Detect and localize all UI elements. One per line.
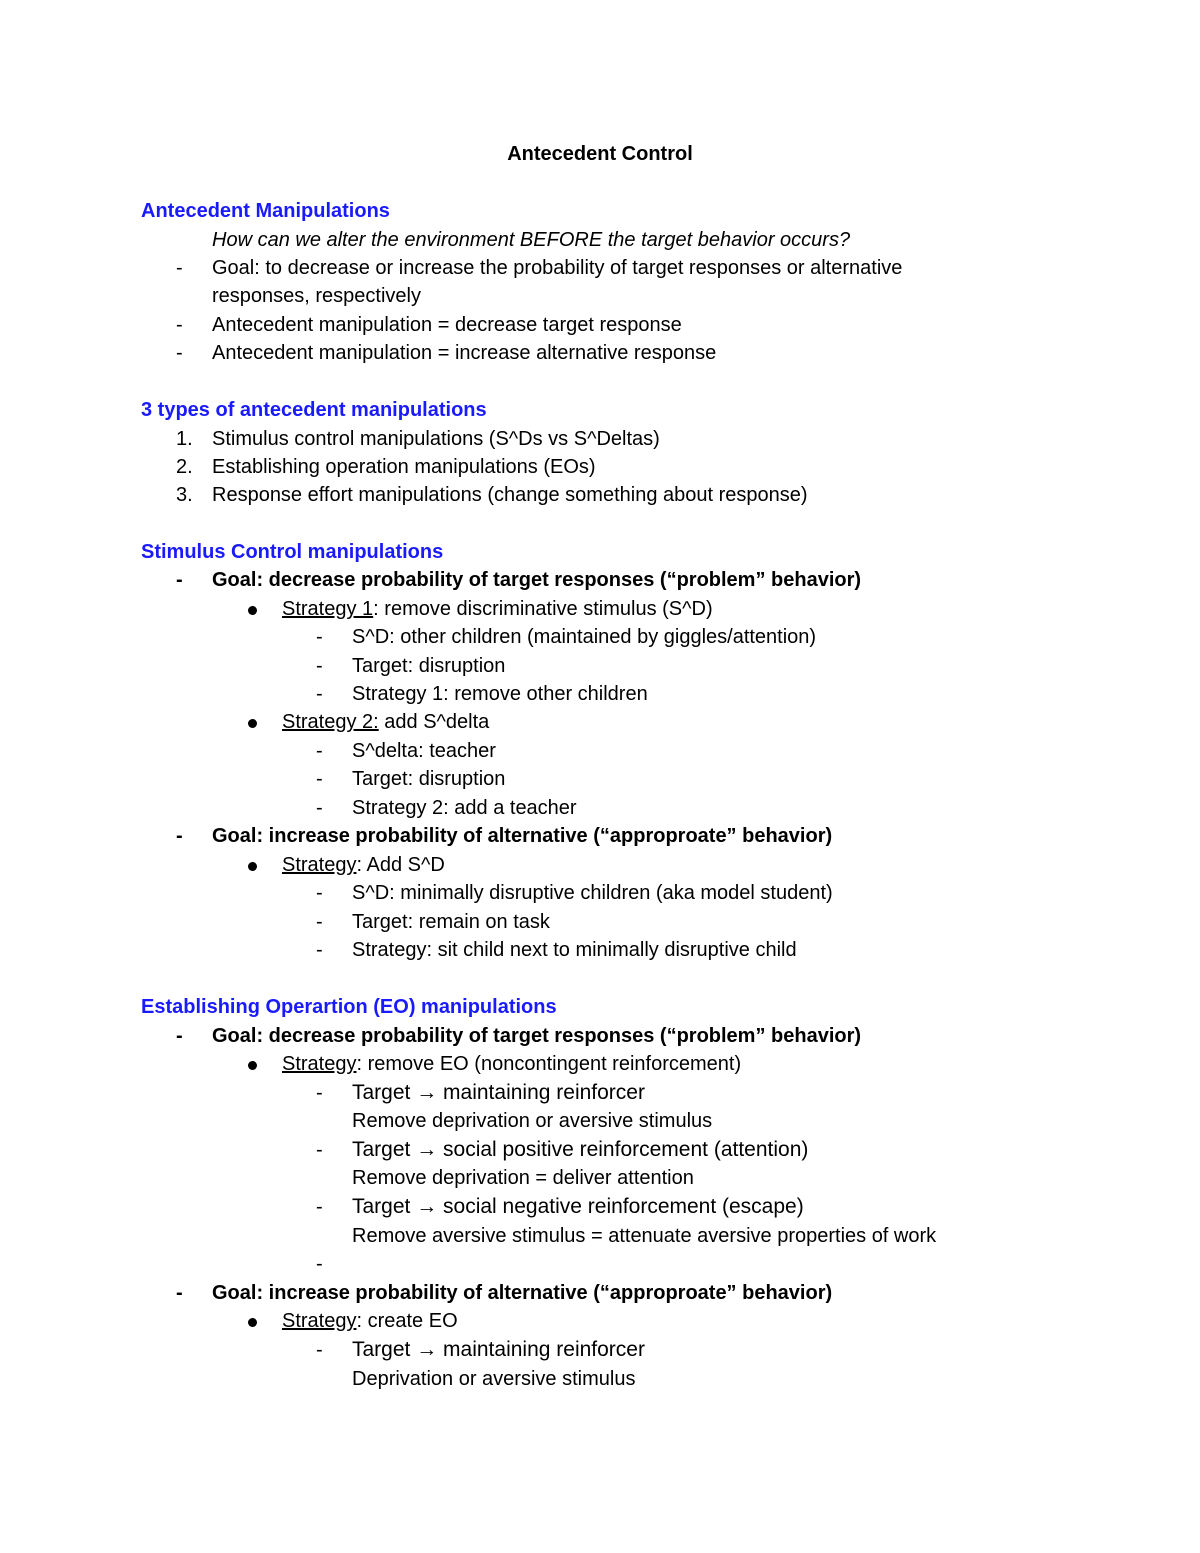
goal-item: Goal: decrease probability of target responses (“problem” behavior) — [212, 1025, 862, 1047]
dash-marker: - — [176, 1282, 183, 1304]
dash-marker: - — [176, 314, 183, 336]
dash-marker: - — [316, 1196, 323, 1218]
sub-item: Target → maintaining reinforcer — [352, 1338, 645, 1361]
strategy-label: Strategy 2: — [282, 711, 379, 733]
sub-item-detail: Remove aversive stimulus = attenuate aversive properties of work — [352, 1225, 937, 1247]
dash-marker: - — [316, 768, 323, 790]
page-title: Antecedent Control — [507, 143, 693, 165]
sub-item-detail: Remove deprivation or aversive stimulus — [352, 1110, 713, 1132]
sub-item: S^D: minimally disruptive children (aka model student) — [352, 882, 833, 904]
goal-item: Goal: decrease probability of target responses (“problem” behavior) — [212, 569, 862, 591]
sub-item: Target → maintaining reinforcer — [352, 1081, 645, 1104]
strategy-text: : remove EO (noncontingent reinforcement) — [356, 1053, 742, 1075]
dash-marker: - — [176, 569, 183, 591]
strategy-line — [282, 710, 489, 734]
list-number: 2. — [176, 456, 193, 478]
list-item-continuation: responses, respectively — [212, 285, 421, 307]
sub-item: Strategy 2: add a teacher — [352, 797, 577, 819]
dash-marker: - — [316, 939, 323, 961]
list-item: Stimulus control manipulations (S^Ds vs S^Deltas) — [212, 428, 660, 450]
dash-marker: - — [316, 1339, 323, 1361]
strategy-label: Strategy — [282, 854, 357, 876]
sub-item: Target: disruption — [352, 768, 506, 790]
dash-marker: - — [316, 683, 323, 705]
strategy-label: Strategy 1 — [282, 598, 374, 620]
list-item: Goal: to decrease or increase the probability of target responses or alternative — [212, 257, 903, 279]
bullet-icon — [248, 719, 257, 728]
dash-marker: - — [316, 740, 323, 762]
dash-marker: - — [316, 1253, 323, 1275]
strategy-line — [282, 1309, 458, 1333]
sub-item: S^D: other children (maintained by giggles/attention) — [352, 626, 817, 648]
sub-item: Target: disruption — [352, 655, 506, 677]
dash-marker: - — [316, 797, 323, 819]
sub-item-detail: Remove deprivation = deliver attention — [352, 1167, 694, 1189]
strategy-text: : create EO — [356, 1310, 458, 1332]
sub-item: S^delta: teacher — [352, 740, 496, 762]
dash-marker: - — [316, 626, 323, 648]
list-number: 1. — [176, 428, 193, 450]
dash-marker: - — [176, 1025, 183, 1047]
strategy-text: add S^delta — [378, 711, 490, 733]
bullet-icon — [248, 1318, 257, 1327]
goal-item: Goal: increase probability of alternative (“approproate” behavior) — [212, 1282, 833, 1304]
sub-item-detail: Deprivation or aversive stimulus — [352, 1368, 636, 1390]
section-question: How can we alter the environment BEFORE the target behavior occurs? — [212, 229, 851, 251]
sub-item: Strategy: sit child next to minimally disruptive child — [352, 939, 797, 961]
dash-marker: - — [316, 1139, 323, 1161]
list-item: Antecedent manipulation = increase alternative response — [212, 342, 717, 364]
sub-item: Target → social negative reinforcement (escape) — [352, 1195, 804, 1218]
bullet-icon — [248, 862, 257, 871]
strategy-line — [282, 853, 445, 877]
strategy-text: : Add S^D — [356, 854, 445, 876]
dash-marker: - — [176, 825, 183, 847]
bullet-icon — [248, 1061, 257, 1070]
strategy-label: Strategy — [282, 1053, 357, 1075]
section-heading-eo: Establishing Operartion (EO) manipulations — [141, 996, 557, 1018]
dash-marker: - — [316, 655, 323, 677]
dash-marker: - — [316, 1082, 323, 1104]
sub-item: Strategy 1: remove other children — [352, 683, 648, 705]
list-item: Response effort manipulations (change something about response) — [212, 484, 808, 506]
strategy-text: : remove discriminative stimulus (S^D) — [373, 598, 713, 620]
dash-marker: - — [316, 882, 323, 904]
strategy-label: Strategy — [282, 1310, 357, 1332]
sub-item: Target: remain on task — [352, 911, 550, 933]
section-heading-antecedent-manipulations: Antecedent Manipulations — [141, 200, 390, 222]
dash-marker: - — [316, 911, 323, 933]
sub-item: Target → social positive reinforcement (attention) — [352, 1138, 809, 1161]
dash-marker: - — [176, 257, 183, 279]
strategy-line — [282, 1052, 741, 1076]
bullet-icon — [248, 606, 257, 615]
list-item: Antecedent manipulation = decrease target response — [212, 314, 682, 336]
strategy-line — [282, 597, 713, 621]
section-heading-types: 3 types of antecedent manipulations — [141, 399, 487, 421]
list-number: 3. — [176, 484, 193, 506]
list-item: Establishing operation manipulations (EOs) — [212, 456, 596, 478]
section-heading-stimulus-control: Stimulus Control manipulations — [141, 541, 444, 563]
dash-marker: - — [176, 342, 183, 364]
goal-item: Goal: increase probability of alternative (“approproate” behavior) — [212, 825, 833, 847]
